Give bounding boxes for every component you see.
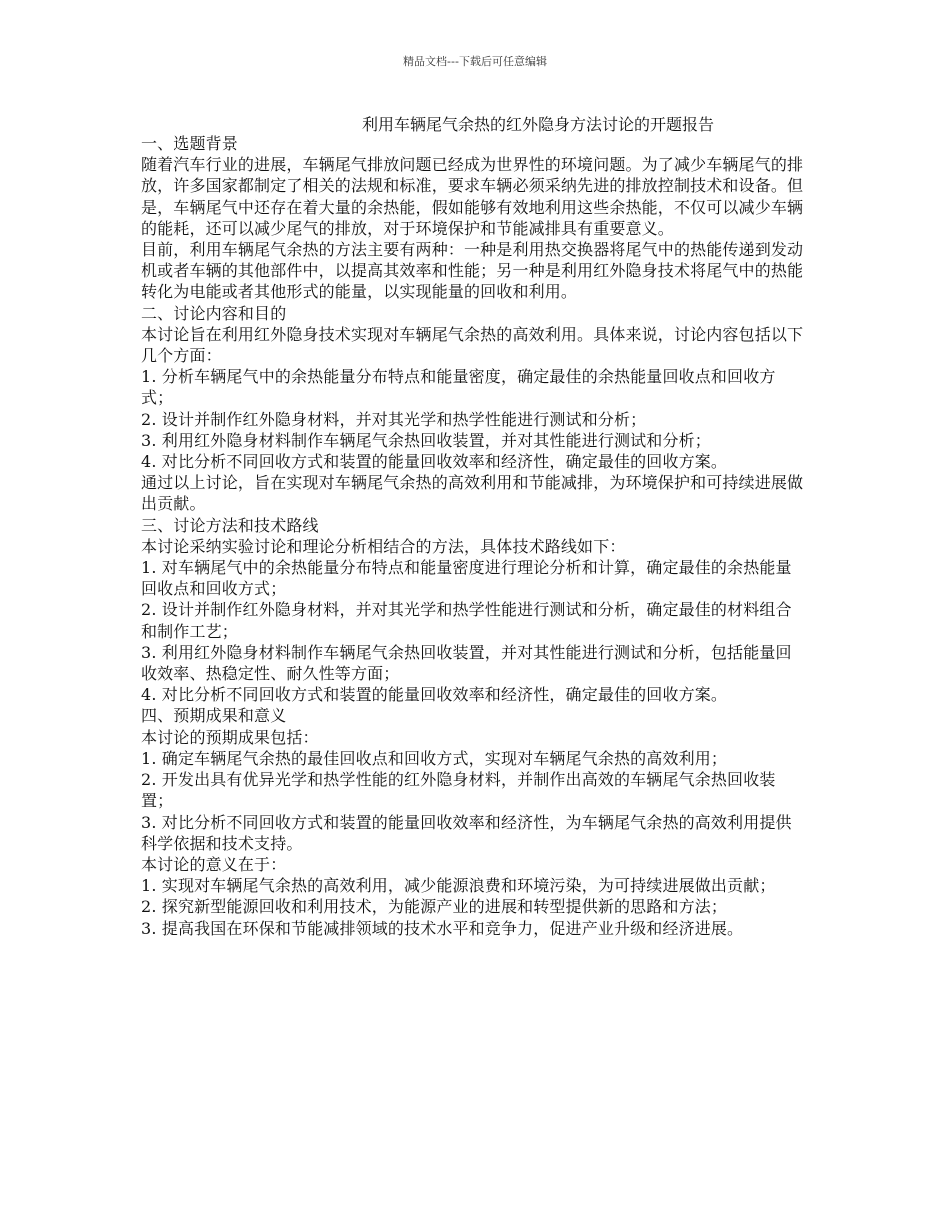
- heading-methods: 三、讨论方法和技术路线: [141, 515, 319, 535]
- list-item: 2. 设计并制作红外隐身材料，并对其光学和热学性能进行测试和分析；: [141, 409, 647, 429]
- header-note: 精品文档---下载后可任意编辑: [403, 55, 547, 68]
- list-item: 3. 利用红外隐身材料制作车辆尾气余热回收装置，并对其性能进行测试和分析；: [141, 430, 711, 450]
- paragraph: 本讨论旨在利用红外隐身技术实现对车辆尾气余热的高效利用。具体来说，讨论内容包括以下几个方面：: [141, 324, 804, 366]
- list-item: 4. 对比分析不同回收方式和装置的能量回收效率和经济性，确定最佳的回收方案。: [141, 452, 728, 472]
- list-item: 3. 利用红外隐身材料制作车辆尾气余热回收装置，并对其性能进行测试和分析，包括能量回收效率、热稳定性、耐久性等方面；: [141, 642, 792, 684]
- list-item: 2. 设计并制作红外隐身材料，并对其光学和热学性能进行测试和分析，确定最佳的材料组合和制作工艺；: [141, 600, 792, 641]
- paragraph: 本讨论的意义在于：: [141, 854, 287, 874]
- heading-content-purpose: 二、讨论内容和目的: [141, 303, 287, 323]
- list-item: 2. 探究新型能源回收和利用技术，为能源产业的进展和转型提供新的思路和方法；: [141, 897, 728, 917]
- heading-outcomes: 四、预期成果和意义: [141, 706, 287, 726]
- paragraph: 目前，利用车辆尾气余热的方法主要有两种：一种是利用热交换器将尾气中的热能传递到发动机或者车辆的其他部件中，以提高其效率和性能；另一种是利用红外隐身技术将尾气中的热能转化为电能或者其他形式的能量，以实现能量的回收和利用。: [141, 240, 804, 302]
- list-item: 1. 对车辆尾气中的余热能量分布特点和能量密度进行理论分析和计算，确定最佳的余热能量回收点和回收方式；: [141, 558, 792, 599]
- list-item: 1. 确定车辆尾气余热的最佳回收点和回收方式，实现对车辆尾气余热的高效利用；: [141, 748, 728, 768]
- list-item: 2. 开发出具有优异光学和热学性能的红外隐身材料，并制作出高效的车辆尾气余热回收装置；: [141, 770, 776, 811]
- paragraph: 本讨论的预期成果包括：: [141, 727, 319, 747]
- list-item: 1. 分析车辆尾气中的余热能量分布特点和能量密度，确定最佳的余热能量回收点和回收方式；: [141, 367, 776, 408]
- list-item: 3. 提高我国在环保和节能减排领域的技术水平和竞争力，促进产业升级和经济进展。: [141, 918, 744, 938]
- heading-background: 一、选题背景: [141, 134, 238, 153]
- paragraph: 本讨论采纳实验讨论和理论分析相结合的方法，具体技术路线如下：: [141, 536, 626, 556]
- paragraph: 通过以上讨论，旨在实现对车辆尾气余热的高效利用和节能减排，为环境保护和可持续进展做出贡献。: [141, 473, 804, 514]
- paragraph: 随着汽车行业的进展，车辆尾气排放问题已经成为世界性的环境问题。为了减少车辆尾气的排放，许多国家都制定了相关的法规和标准，要求车辆必须采纳先进的排放控制技术和设备。但是，车辆尾气中还存在着大量的余热能，假如能够有效地利用这些余热能，不仅可以减少车辆的能耗，还可以减少尾气的排放，对于环境保护和节能减排具有重要意义。: [141, 155, 804, 238]
- report-body: [141, 133, 806, 939]
- list-item: 3. 对比分析不同回收方式和装置的能量回收效率和经济性，为车辆尾气余热的高效利用提供科学依据和技术支持。: [141, 812, 792, 853]
- list-item: 1. 实现对车辆尾气余热的高效利用，减少能源浪费和环境污染，为可持续进展做出贡献；: [141, 876, 776, 896]
- list-item: 4. 对比分析不同回收方式和装置的能量回收效率和经济性，确定最佳的回收方案。: [141, 685, 728, 705]
- report-title: 利用车辆尾气余热的红外隐身方法讨论的开题报告: [362, 115, 715, 134]
